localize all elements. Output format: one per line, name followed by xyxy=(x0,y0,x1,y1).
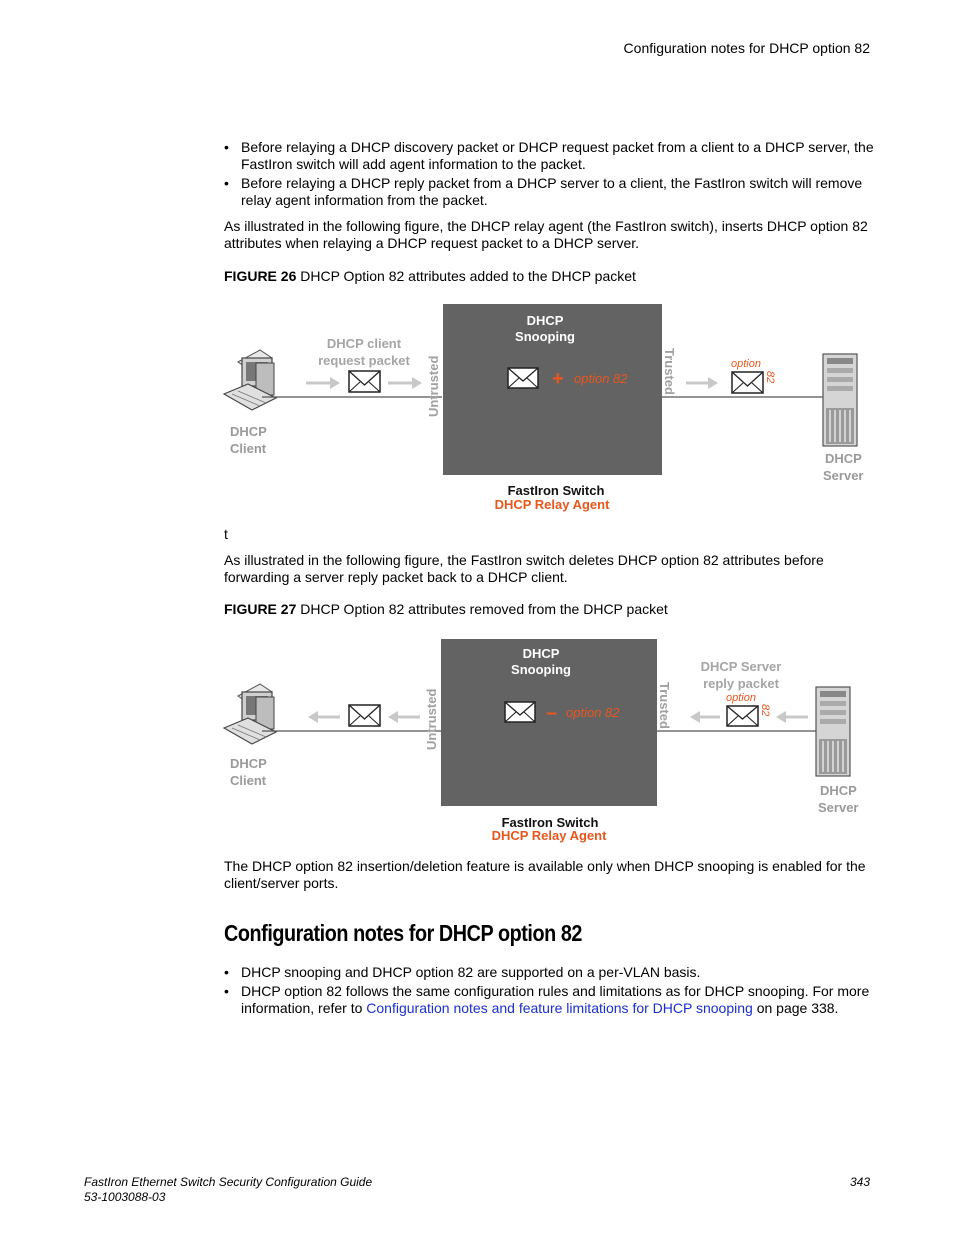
option-tag: option xyxy=(731,358,761,370)
footer-doc-number: 53-1003088-03 xyxy=(84,1190,166,1204)
relay-agent-label: DHCP Relay Agent xyxy=(491,828,607,843)
figure-label: FIGURE 26 xyxy=(224,268,297,284)
list-item xyxy=(224,983,874,1017)
untrusted-port-label: Untrusted xyxy=(426,355,441,417)
trusted-port-label: Trusted xyxy=(657,682,672,729)
list-item: • DHCP snooping and DHCP option 82 are supported on a per-VLAN basis. xyxy=(224,964,874,981)
cross-reference-link[interactable]: Configuration notes and feature limitations for DHCP snooping xyxy=(366,1000,753,1016)
client-label: DHCP xyxy=(230,756,267,771)
section-heading: Configuration notes for DHCP option 82 xyxy=(224,920,583,946)
server-tower-icon xyxy=(816,687,850,776)
figure-27-caption xyxy=(224,601,668,617)
envelope-icon xyxy=(727,706,758,726)
server-label: DHCP xyxy=(825,451,862,466)
switch-label: FastIron Switch xyxy=(501,815,599,830)
server-label: Server xyxy=(818,800,859,815)
figure-label: FIGURE 27 xyxy=(224,601,297,617)
option-number-tag: 82 xyxy=(764,371,776,384)
snooping-label: Snooping xyxy=(515,329,575,344)
trusted-port-label: Trusted xyxy=(662,348,677,395)
minus-sign: – xyxy=(546,702,558,724)
packet-label: reply packet xyxy=(703,676,779,691)
option-82-label: option 82 xyxy=(566,705,620,720)
client-computer-icon xyxy=(224,350,276,410)
relay-agent-label: DHCP Relay Agent xyxy=(494,497,610,512)
snooping-label: Snooping xyxy=(511,662,571,677)
switch-label: FastIron Switch xyxy=(507,483,605,498)
server-label: Server xyxy=(823,468,864,483)
plus-sign: + xyxy=(552,368,564,390)
untrusted-port-label: Untrusted xyxy=(424,688,439,750)
footer-guide-title: FastIron Ethernet Switch Security Configuration Guide xyxy=(84,1175,373,1189)
client-computer-icon xyxy=(224,684,276,744)
arrow-right-icon xyxy=(686,377,718,389)
arrow-left-icon xyxy=(690,711,720,723)
snooping-label: DHCP xyxy=(526,313,564,328)
packet-label: request packet xyxy=(318,353,410,368)
packet-label: DHCP client xyxy=(326,336,402,351)
figure-27-diagram xyxy=(220,634,880,848)
packet-label: DHCP Server xyxy=(700,659,782,674)
arrow-right-icon xyxy=(388,377,422,389)
list-item: • Before relaying a DHCP reply packet from a DHCP server to a client, the FastIron switch will remove relay agent information from the packet. xyxy=(224,175,874,209)
list-item-text: DHCP option 82 follows the same configuration rules and limitations as for DHCP snooping. For more information, refer to xyxy=(241,983,870,1016)
intro-bullet-list xyxy=(224,139,874,211)
envelope-icon xyxy=(505,702,535,722)
running-header: Configuration notes for DHCP option 82 xyxy=(623,40,870,56)
option-82-label: option 82 xyxy=(574,371,628,386)
paragraph: The DHCP option 82 insertion/deletion feature is available only when DHCP snooping is enabled for the client/server ports. xyxy=(224,858,866,891)
stray-text: t xyxy=(224,526,228,542)
paragraph: As illustrated in the following figure, the FastIron switch deletes DHCP option 82 attributes before forwarding a server reply packet back to a DHCP client. xyxy=(224,552,824,585)
list-item-text: on page 338. xyxy=(752,1000,839,1016)
figure-26-diagram xyxy=(220,300,880,515)
footer-page-number: 343 xyxy=(849,1175,870,1189)
figure-26-caption xyxy=(224,268,636,284)
envelope-icon xyxy=(349,705,380,726)
snooping-label: DHCP xyxy=(522,646,560,661)
server-label: DHCP xyxy=(820,783,857,798)
arrow-right-icon xyxy=(306,377,340,389)
client-label: DHCP xyxy=(230,424,267,439)
arrow-left-icon xyxy=(388,711,420,723)
arrow-left-icon xyxy=(308,711,340,723)
option-tag: option xyxy=(726,692,756,704)
arrow-left-icon xyxy=(776,711,808,723)
envelope-icon xyxy=(732,372,763,393)
list-item: • Before relaying a DHCP discovery packet or DHCP request packet from a client to a DHCP server, the FastIron switch will add agent information to the packet. xyxy=(224,139,874,173)
paragraph: As illustrated in the following figure, the DHCP relay agent (the FastIron switch), inserts DHCP option 82 attributes when relaying a DHCP request packet to a DHCP server. xyxy=(224,218,868,251)
client-label: Client xyxy=(230,773,267,788)
client-label: Client xyxy=(230,441,267,456)
figure-caption-text: DHCP Option 82 attributes removed from the DHCP packet xyxy=(300,601,668,617)
envelope-icon xyxy=(349,371,380,392)
figure-caption-text: DHCP Option 82 attributes added to the DHCP packet xyxy=(300,268,636,284)
config-notes-bullet-list xyxy=(224,964,874,1019)
envelope-icon xyxy=(508,368,538,388)
option-number-tag: 82 xyxy=(759,704,771,717)
server-tower-icon xyxy=(823,354,857,446)
